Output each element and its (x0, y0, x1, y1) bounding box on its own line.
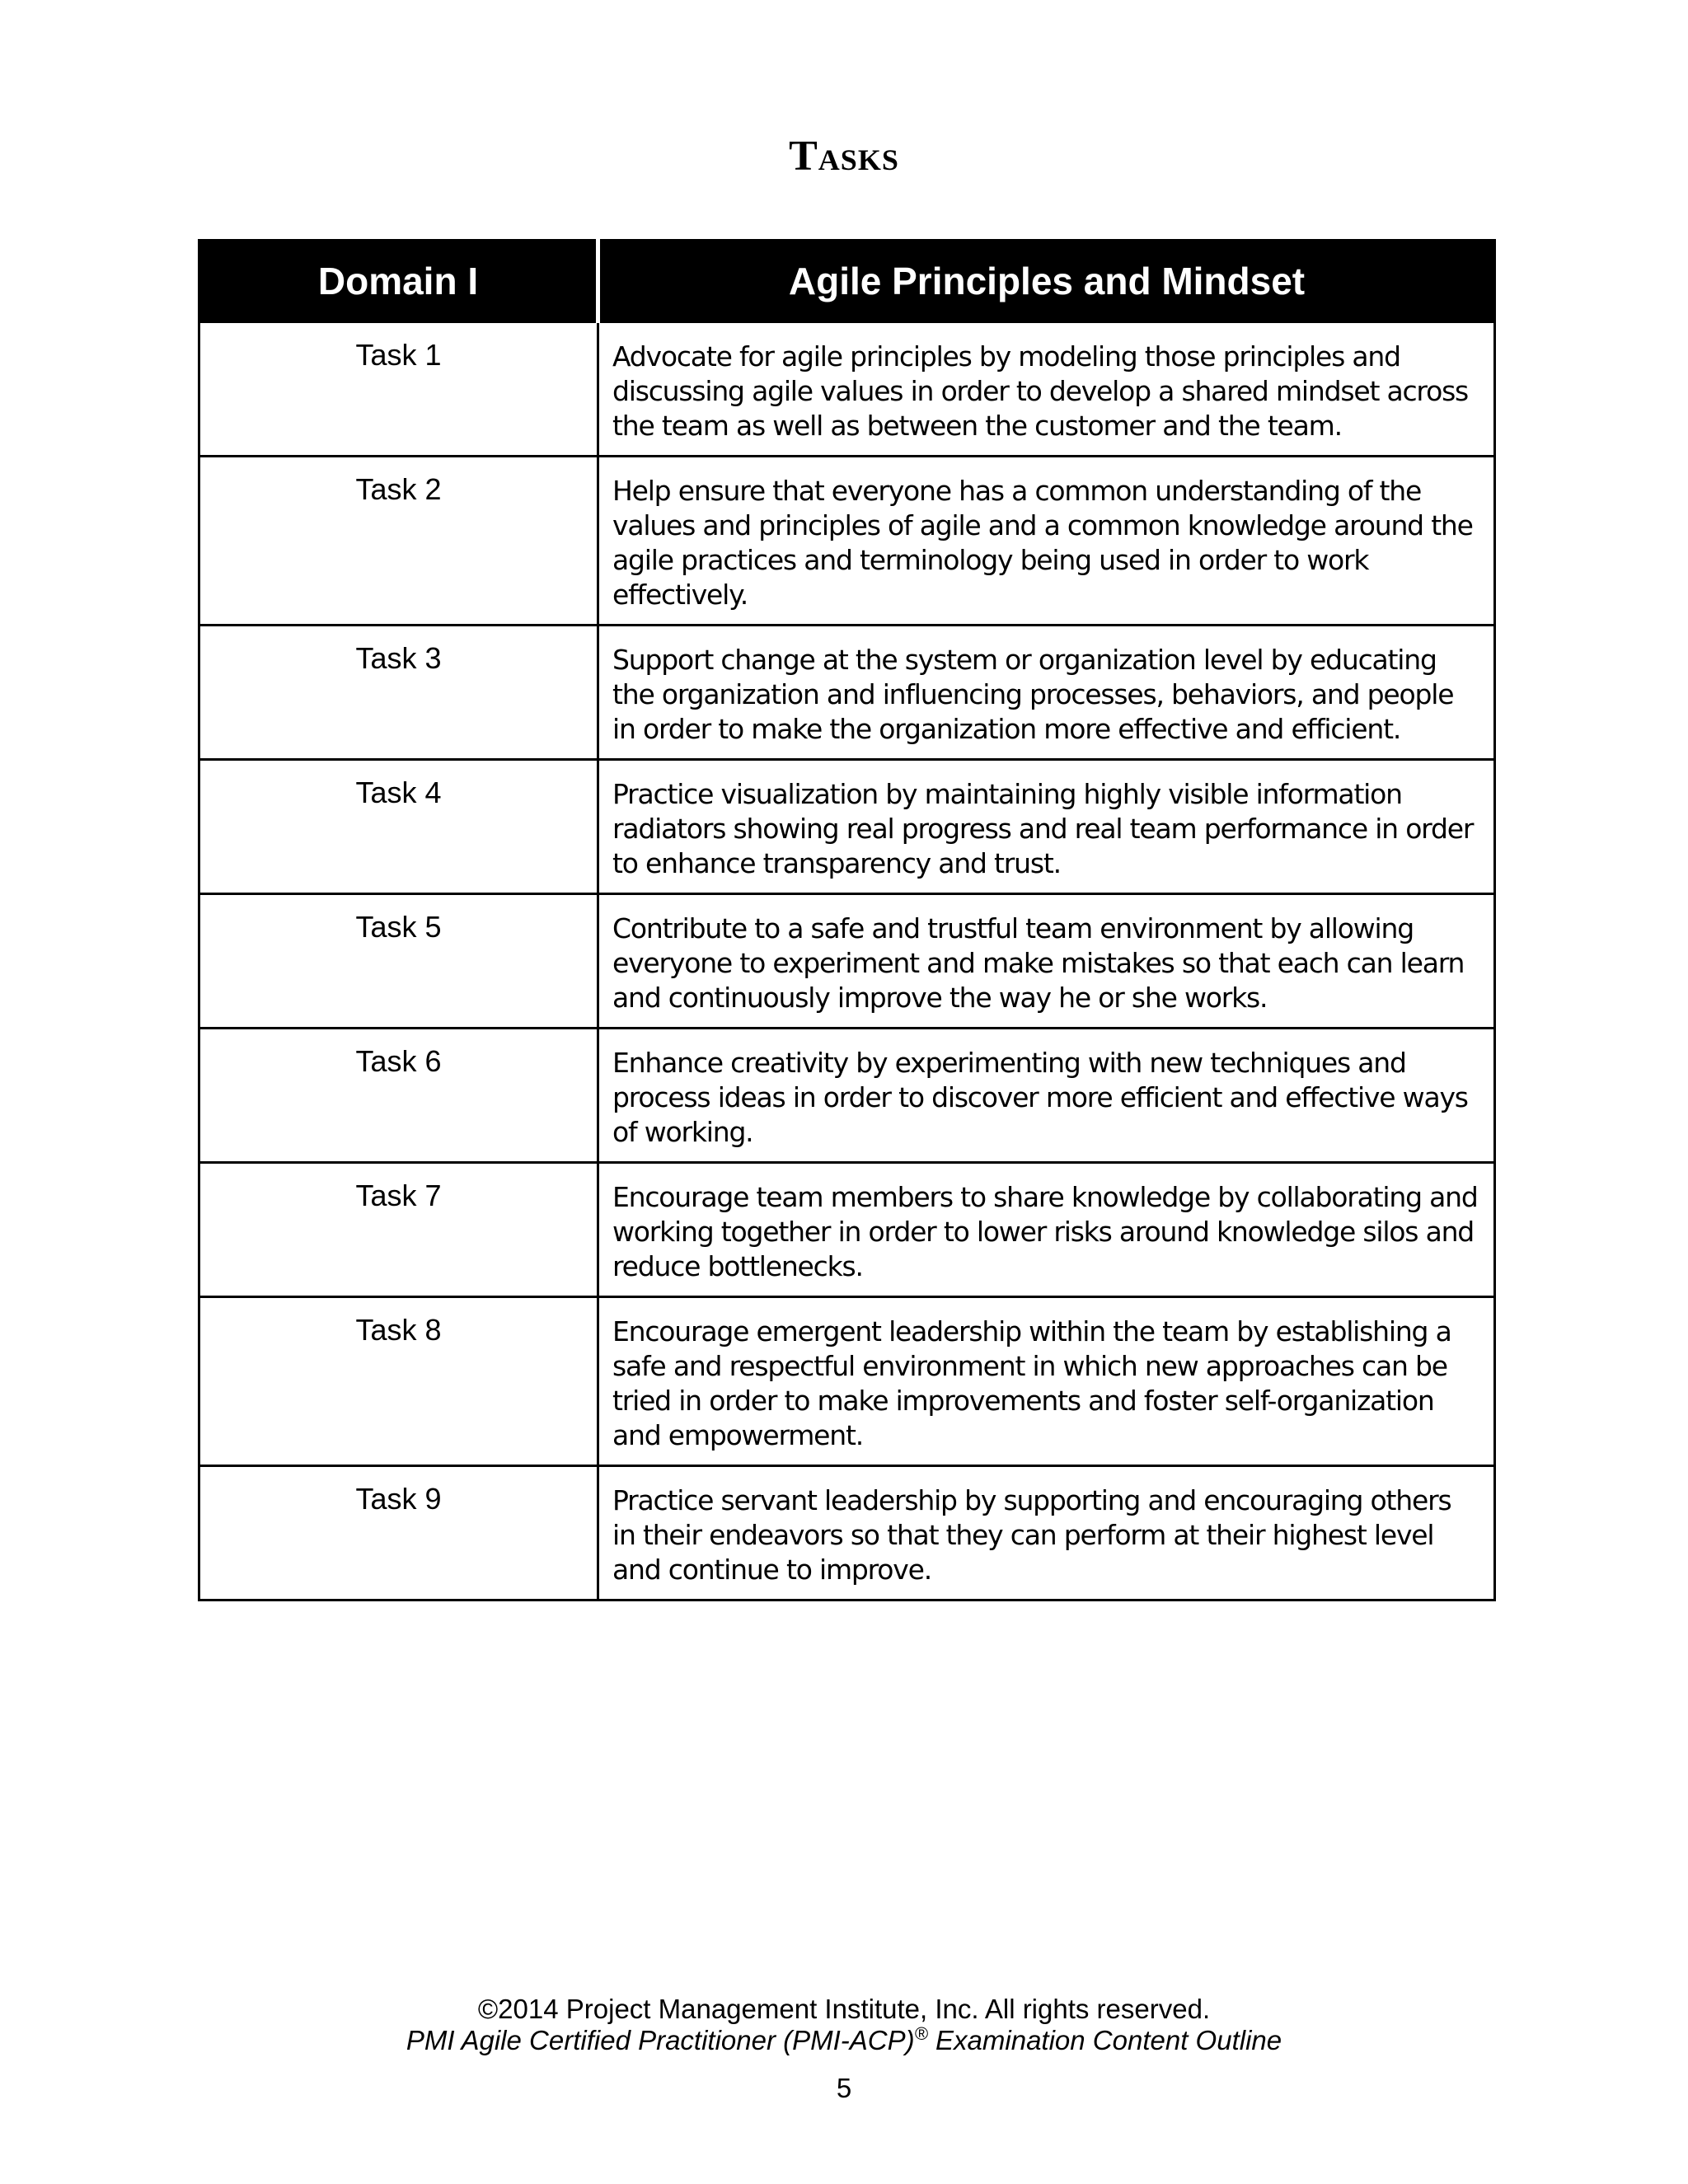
task-label: Task 5 (199, 894, 598, 1029)
task-description: Practice visualization by maintaining highly visible information radiators showing real progress and real team performance in order to enhance transparency and trust. (598, 760, 1495, 894)
task-label: Task 1 (199, 322, 598, 457)
task-description: Advocate for agile principles by modeling those principles and discussing agile values in order to develop a shared mindset across the team as well as between the customer and the team. (598, 322, 1495, 457)
task-description: Encourage team members to share knowledge by collaborating and working together in order to lower risks around knowledge silos and reduce bottlenecks. (598, 1163, 1495, 1297)
task-label: Task 8 (199, 1297, 598, 1466)
task-label: Task 9 (199, 1466, 598, 1601)
task-label: Task 6 (199, 1029, 598, 1163)
registered-mark: ® (914, 2023, 928, 2044)
footer-outline-title (0, 2024, 1688, 2057)
table-header-row (199, 241, 1495, 322)
task-description: Contribute to a safe and trustful team environment by allowing everyone to experiment and make mistakes so that each can learn and continuously improve the way he or she works. (598, 894, 1495, 1029)
page-number: 5 (836, 2073, 852, 2103)
task-description: Support change at the system or organization level by educating the organization and influencing processes, behaviors, and people in order to make the organization more effective and efficient. (598, 626, 1495, 760)
page-title: Tasks (789, 133, 899, 180)
table-row (199, 760, 1495, 894)
task-description: Enhance creativity by experimenting with new techniques and process ideas in order to discover more efficient and effective ways of working. (598, 1029, 1495, 1163)
table-row (199, 626, 1495, 760)
task-description: Practice servant leadership by supporting and encouraging others in their endeavors so that they can perform at their highest level and continue to improve. (598, 1466, 1495, 1601)
footer-outline-prefix: PMI Agile Certified Practitioner (PMI-ACP) (406, 2025, 915, 2055)
table-row (199, 894, 1495, 1029)
task-label: Task 2 (199, 457, 598, 626)
table-row (199, 1466, 1495, 1601)
tasks-table (198, 239, 1496, 1601)
footer-outline-suffix: Examination Content Outline (927, 2025, 1282, 2055)
task-label: Task 7 (199, 1163, 598, 1297)
table-row (199, 457, 1495, 626)
task-label: Task 3 (199, 626, 598, 760)
footer-copyright: ©2014 Project Management Institute, Inc. All rights reserved. (477, 1994, 1211, 2024)
table-row (199, 1297, 1495, 1466)
task-description: Encourage emergent leadership within the team by establishing a safe and respectful environment in which new approaches can be tried in order to make improvements and foster self-organization and empowerment. (598, 1297, 1495, 1466)
table-row (199, 322, 1495, 457)
task-label: Task 4 (199, 760, 598, 894)
domain-title-header: Agile Principles and Mindset (598, 241, 1495, 322)
domain-header: Domain I (199, 241, 598, 322)
task-description: Help ensure that everyone has a common understanding of the values and principles of agile and a common knowledge around the agile practices and terminology being used in order to work effectively. (598, 457, 1495, 626)
table-row (199, 1029, 1495, 1163)
table-row (199, 1163, 1495, 1297)
